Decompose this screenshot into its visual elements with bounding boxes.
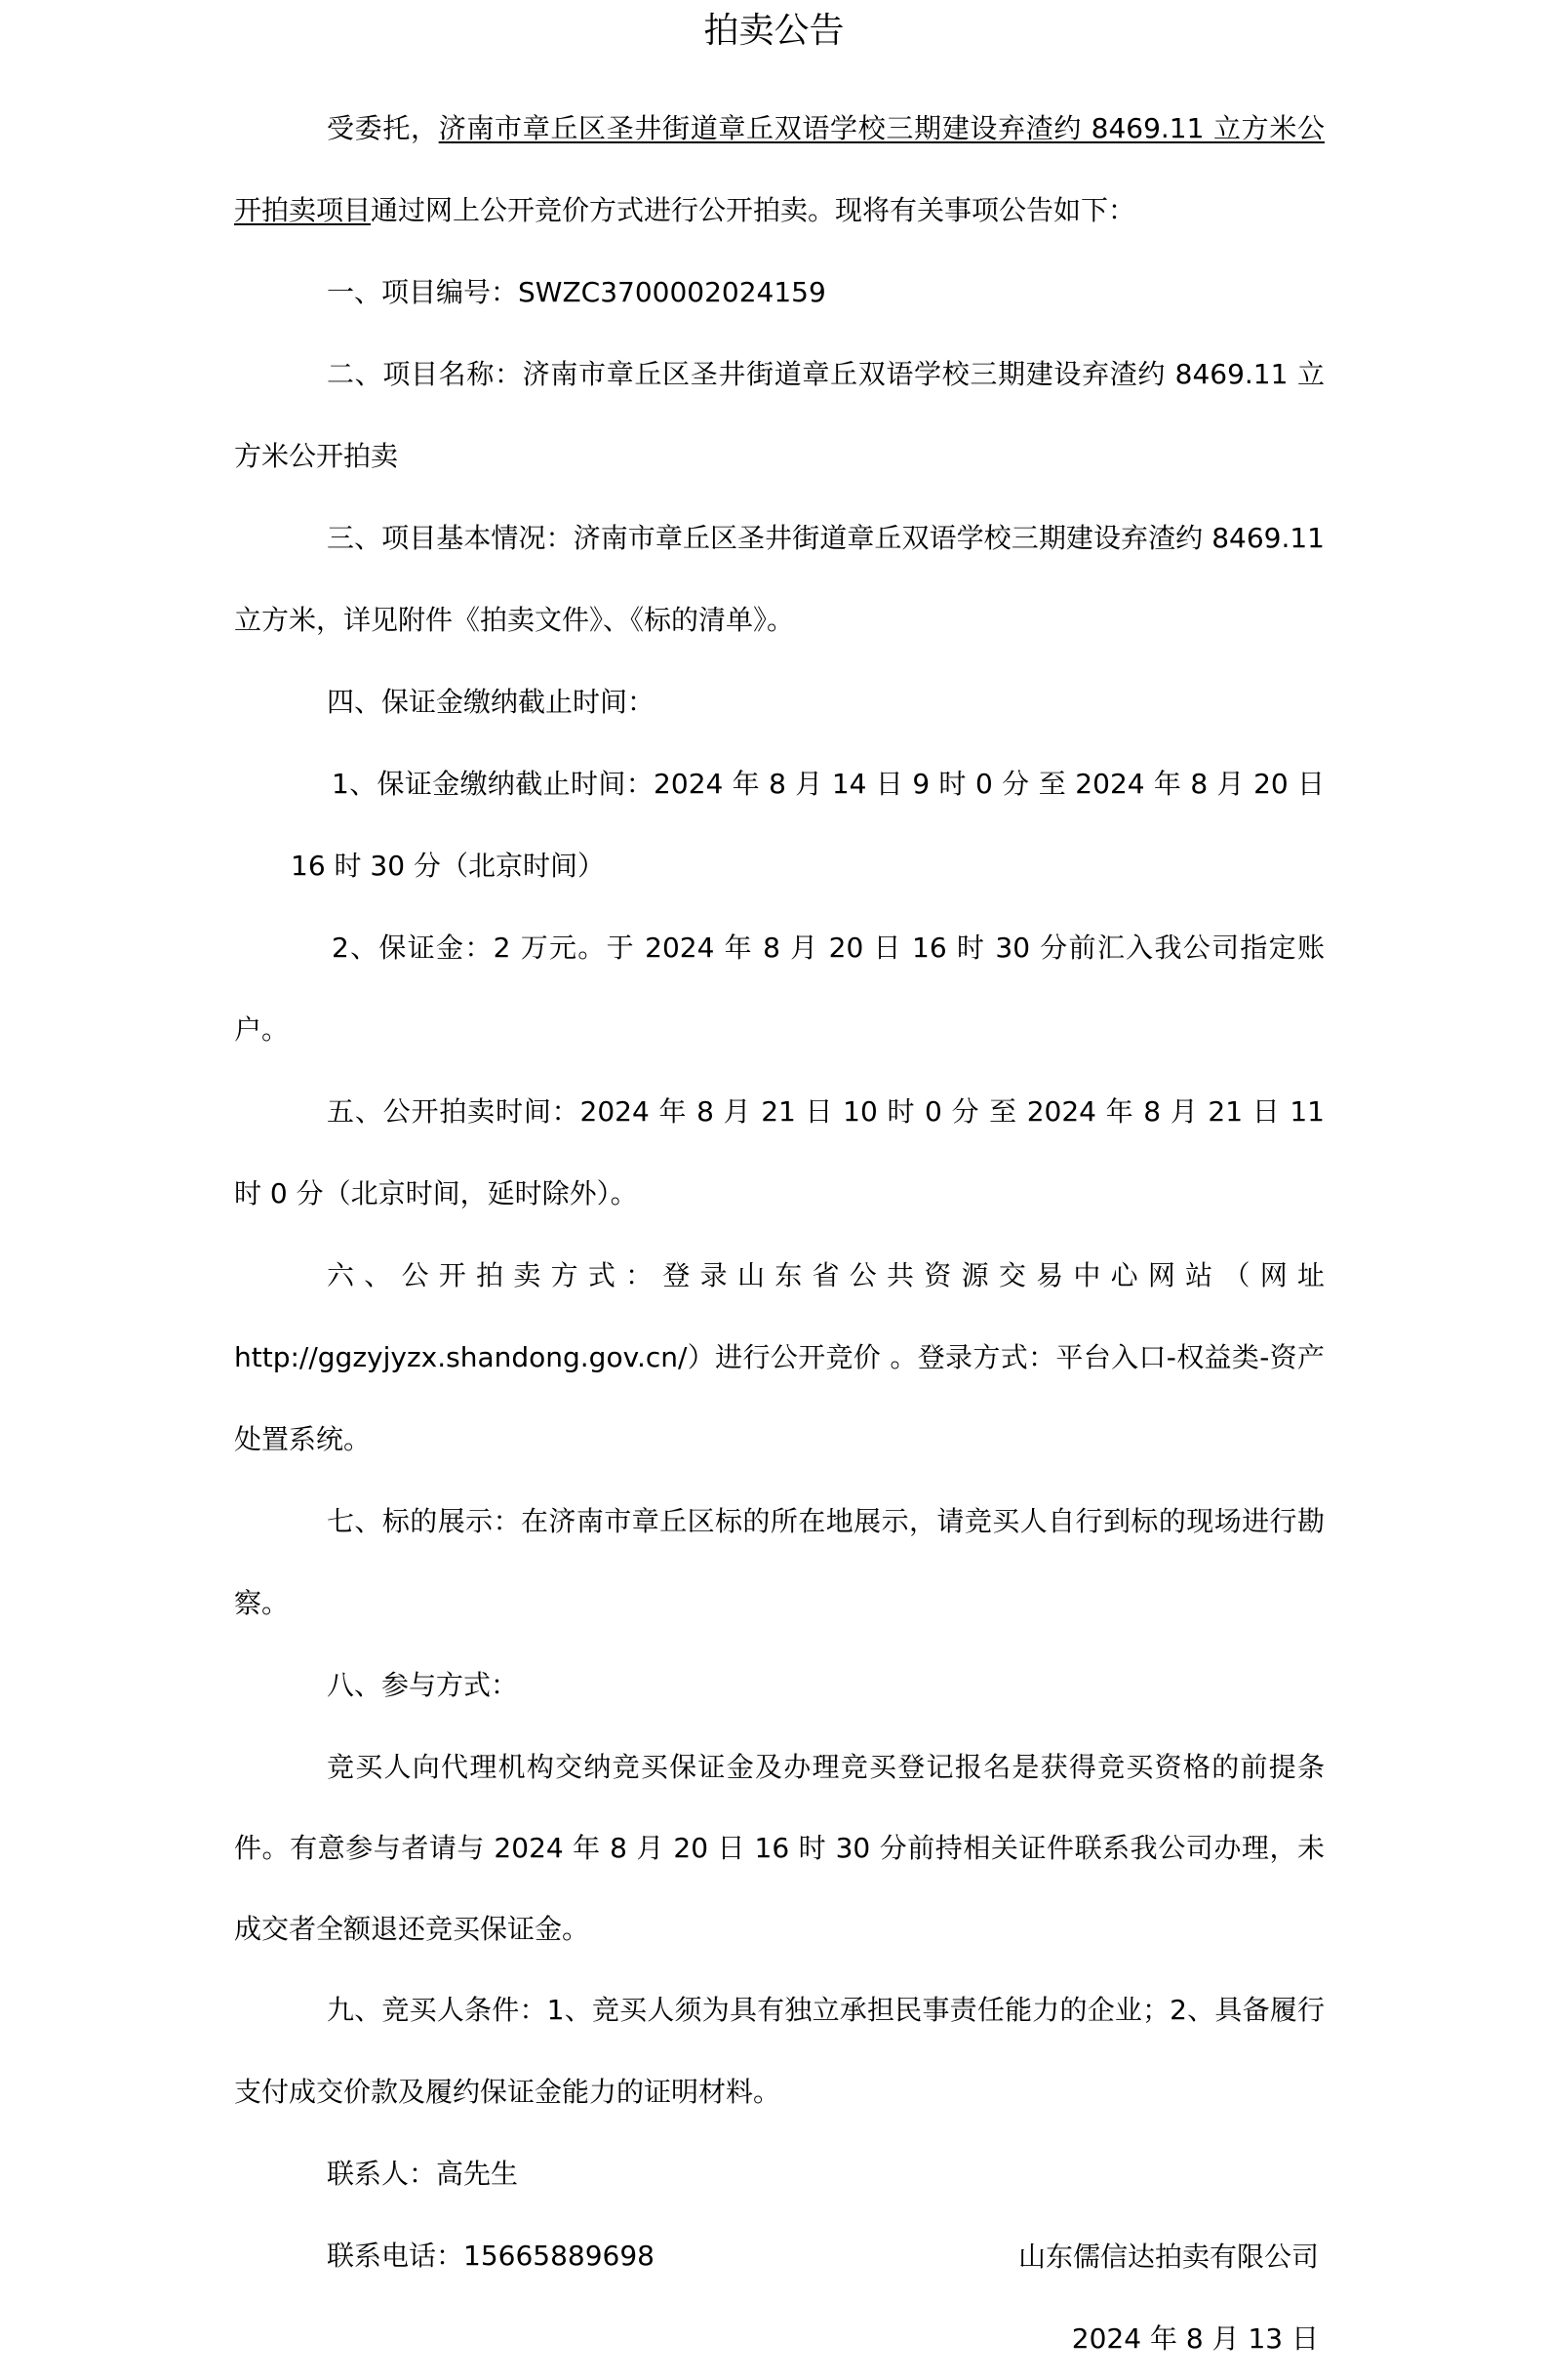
- deposit-heading: 四、保证金缴纳截止时间：: [327, 686, 655, 718]
- signature-block: [1018, 2216, 1319, 2380]
- display-info: 七、标的展示：在济南市章丘区标的所在地展示，请竞买人自行到标的现场进行勘察。: [234, 1505, 1325, 1619]
- auction-time: 五、公开拍卖时间：2024 年 8 月 21 日 10 时 0 分 至 2024 年 8 月 21 日 11 时 0 分（北京时间，延时除外）。: [234, 1095, 1325, 1210]
- intro-paragraph: [234, 88, 1325, 252]
- contact-phone: 联系电话：15665889698: [327, 2240, 655, 2272]
- contact-person: 联系人：高先生: [327, 2158, 519, 2190]
- intro-suffix: 通过网上公开竞价方式进行公开拍卖。现将有关事项公告如下：: [371, 194, 1136, 226]
- participation-heading: 八、参与方式：: [327, 1669, 519, 1701]
- intro-prefix: 受委托，: [327, 112, 439, 144]
- project-name: 二、项目名称：济南市章丘区圣井街道章丘双语学校三期建设弃渣约 8469.11 立方米公开拍卖: [234, 358, 1325, 472]
- issue-date: 2024 年 8 月 13 日: [1071, 2322, 1319, 2355]
- deposit-deadline: 1、保证金缴纳截止时间：2024 年 8 月 14 日 9 时 0 分 至 2024 年 8 月 20 日 16 时 30 分（北京时间）: [291, 768, 1325, 882]
- company-name: 山东儒信达拍卖有限公司: [1017, 2241, 1319, 2273]
- participation-text: 竞买人向代理机构交纳竞买保证金及办理竞买登记报名是获得竞买资格的前提条件。有意参与者请与 2024 年 8 月 20 日 16 时 30 分前持相关证件联系我公司办理，未成交者全额退还竞买保证金。: [234, 1751, 1325, 1945]
- announcement-body: [234, 88, 1325, 2297]
- page-title: 拍卖公告: [703, 11, 845, 51]
- auction-method: 六、公开拍卖方式：登录山东省公共资源交易中心网站（网址 http://ggzyjyzx.shandong.gov.cn/）进行公开竞价 。登录方式：平台入口-权益类-资产处置系统。: [234, 1259, 1325, 1455]
- bidder-conditions: 九、竞买人条件：1、竞买人须为具有独立承担民事责任能力的企业；2、具备履行支付成交价款及履约保证金能力的证明材料。: [234, 1994, 1325, 2108]
- project-info: 三、项目基本情况：济南市章丘区圣井街道章丘双语学校三期建设弃渣约 8469.11 立方米，详见附件《拍卖文件》、《标的清单》。: [234, 522, 1325, 636]
- project-number: 一、项目编号：SWZC3700002024159: [327, 276, 826, 308]
- intro-project-title: 济南市章丘区圣井街道章丘双语学校三期建设弃渣约 8469.11 立方米公开拍卖项目: [234, 112, 1325, 226]
- deposit-amount: 2、保证金：2 万元。于 2024 年 8 月 20 日 16 时 30 分前汇入我公司指定账户。: [234, 932, 1325, 1046]
